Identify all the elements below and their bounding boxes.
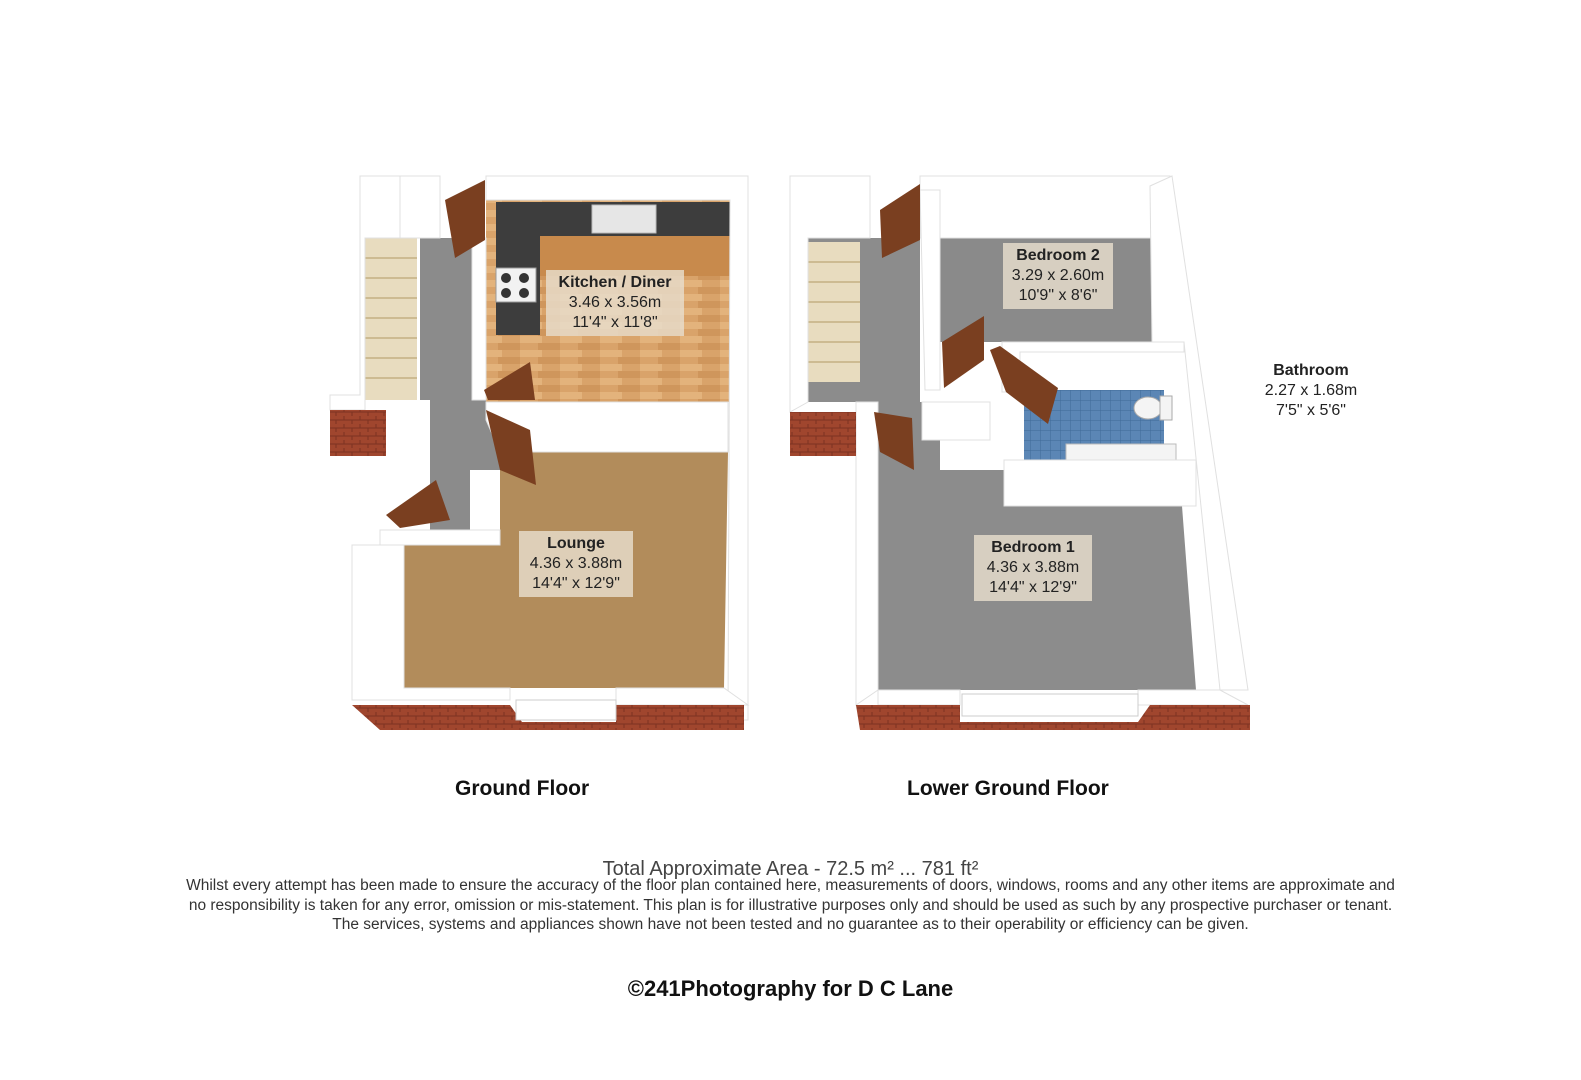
ground-brick-left <box>330 410 386 456</box>
room-name: Bedroom 1 <box>991 539 1075 556</box>
kitchen-sink <box>592 205 656 233</box>
bathroom-toilet <box>1134 397 1162 419</box>
room-name: Lounge <box>547 535 605 552</box>
lower-brick-left <box>790 412 856 456</box>
ground-window-front <box>516 700 616 720</box>
room-name: Bedroom 2 <box>1016 247 1100 264</box>
room-imperial: 7'5" x 5'6" <box>1276 402 1346 419</box>
ground-floor-title: Ground Floor <box>455 777 590 800</box>
room-label-bedroom-1 <box>974 535 1092 601</box>
room-name: Bathroom <box>1273 362 1349 379</box>
disclaimer-line: Whilst every attempt has been made to ensure the accuracy of the floor plan contained here, measurements of doors, windows, rooms and any other items are approximate and <box>186 877 1395 894</box>
room-metric: 2.27 x 1.68m <box>1264 382 1358 399</box>
room-label-bedroom-2 <box>1003 243 1113 309</box>
lower-stairs <box>808 242 860 382</box>
ground-floor-plan <box>330 176 748 730</box>
total-area: Total Approximate Area - 72.5 m² ... 781 ft² <box>602 858 979 880</box>
room-metric: 3.46 x 3.56m <box>568 294 662 311</box>
copyright-credit: ©241Photography for D C Lane <box>627 976 954 1001</box>
ground-stairs <box>365 238 417 400</box>
bathroom-bath <box>1066 444 1176 462</box>
room-imperial: 11'4" x 11'8" <box>572 314 658 331</box>
room-imperial: 10'9" x 8'6" <box>1018 287 1098 304</box>
room-name: Kitchen / Diner <box>558 274 672 291</box>
room-imperial: 14'4" x 12'9" <box>532 575 620 592</box>
lower-ground-floor-title: Lower Ground Floor <box>907 777 1109 800</box>
room-label-lounge <box>519 531 633 597</box>
disclaimer <box>0 876 1581 935</box>
room-metric: 4.36 x 3.88m <box>529 555 623 572</box>
disclaimer-line: no responsibility is taken for any error, omission or mis-statement. This plan is for illustrative purposes only and should be used as such by any prospective purchaser or tenant. <box>188 896 1393 914</box>
room-metric: 4.36 x 3.88m <box>986 559 1080 576</box>
disclaimer-line: The services, systems and appliances shown have not been tested and no guarantee as to their operability or efficiency can be given. <box>332 916 1249 933</box>
room-imperial: 14'4" x 12'9" <box>989 579 1077 596</box>
room-label-bathroom <box>1256 361 1366 421</box>
kitchen-hob <box>496 268 536 302</box>
room-metric: 3.29 x 2.60m <box>1011 267 1105 284</box>
lower-window-front <box>962 694 1138 716</box>
room-label-kitchen-diner <box>546 270 684 336</box>
